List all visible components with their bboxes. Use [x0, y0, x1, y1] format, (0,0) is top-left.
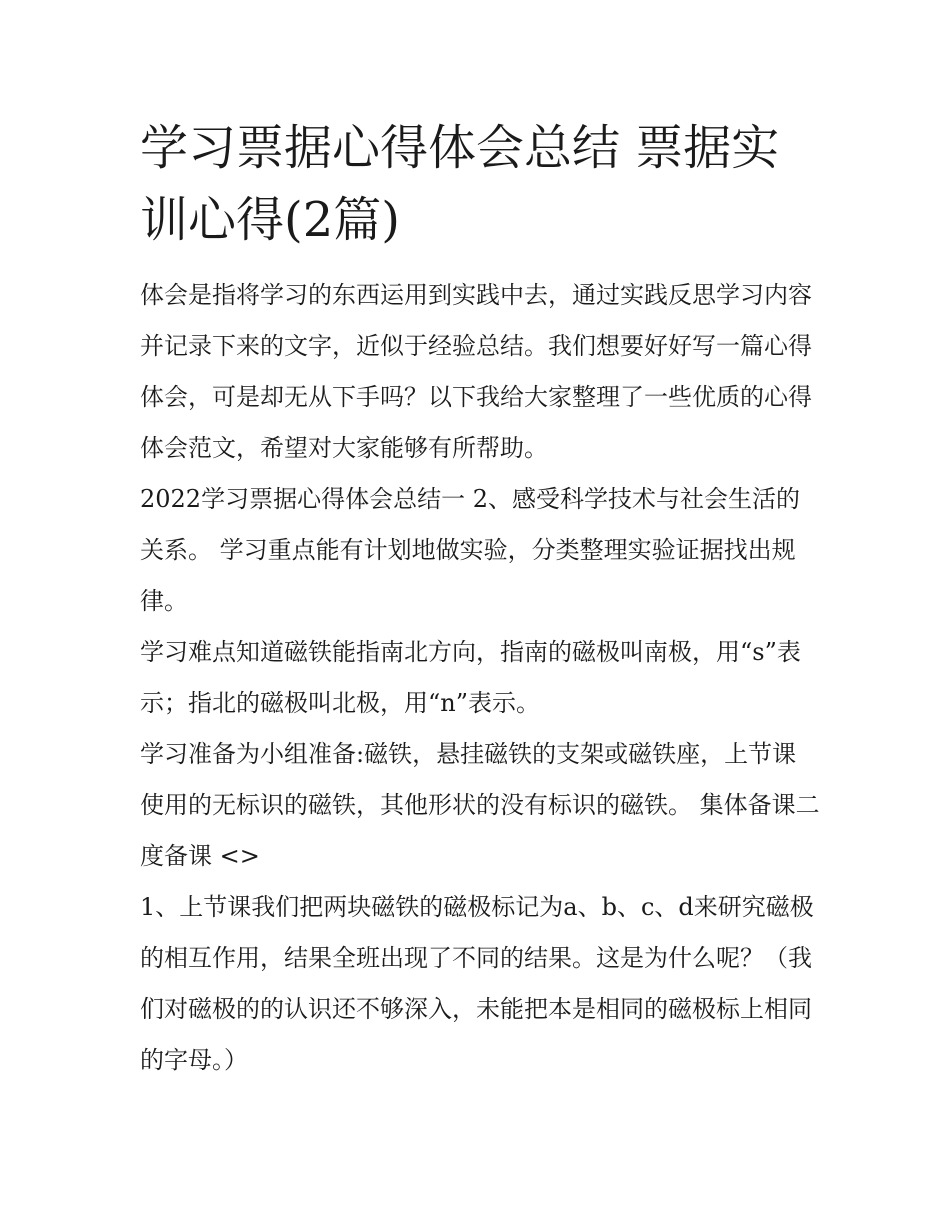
document-content [140, 112, 820, 1086]
paragraph-learning-difficulty: 学习难点知道磁铁能指南北方向，指南的磁极叫南极，用“s”表示；指北的磁极叫北极，用“n”表示。 [140, 638, 801, 717]
paragraph-lesson-review: 1、上节课我们把两块磁铁的磁极标记为a、b、c、d来研究磁极的相互作用，结果全班出现了不同的结果。这是为什么呢？（我们对磁极的的认识还不够深入，未能把本是相同的磁极标上相同的字母。） [140, 893, 814, 1074]
paragraph-summary-one: 2022学习票据心得体会总结一 2、感受科学技术与社会生活的关系。 学习重点能有计划地做实验，分类整理实验证据找出规律。 [140, 485, 800, 615]
paragraph-learning-preparation: 学习准备为小组准备:磁铁，悬挂磁铁的支架或磁铁座，上节课使用的无标识的磁铁，其他形状的没有标识的磁铁。 集体备课二度备课 <> [140, 740, 820, 870]
document-title: 学习票据心得体会总结 票据实训心得(2篇) [140, 120, 780, 248]
document-body [140, 270, 820, 1086]
paragraph-intro: 体会是指将学习的东西运用到实践中去，通过实践反思学习内容并记录下来的文字，近似于经验总结。我们想要好好写一篇心得体会，可是却无从下手吗？以下我给大家整理了一些优质的心得体会范文，希望对大家能够有所帮助。 [140, 281, 812, 462]
